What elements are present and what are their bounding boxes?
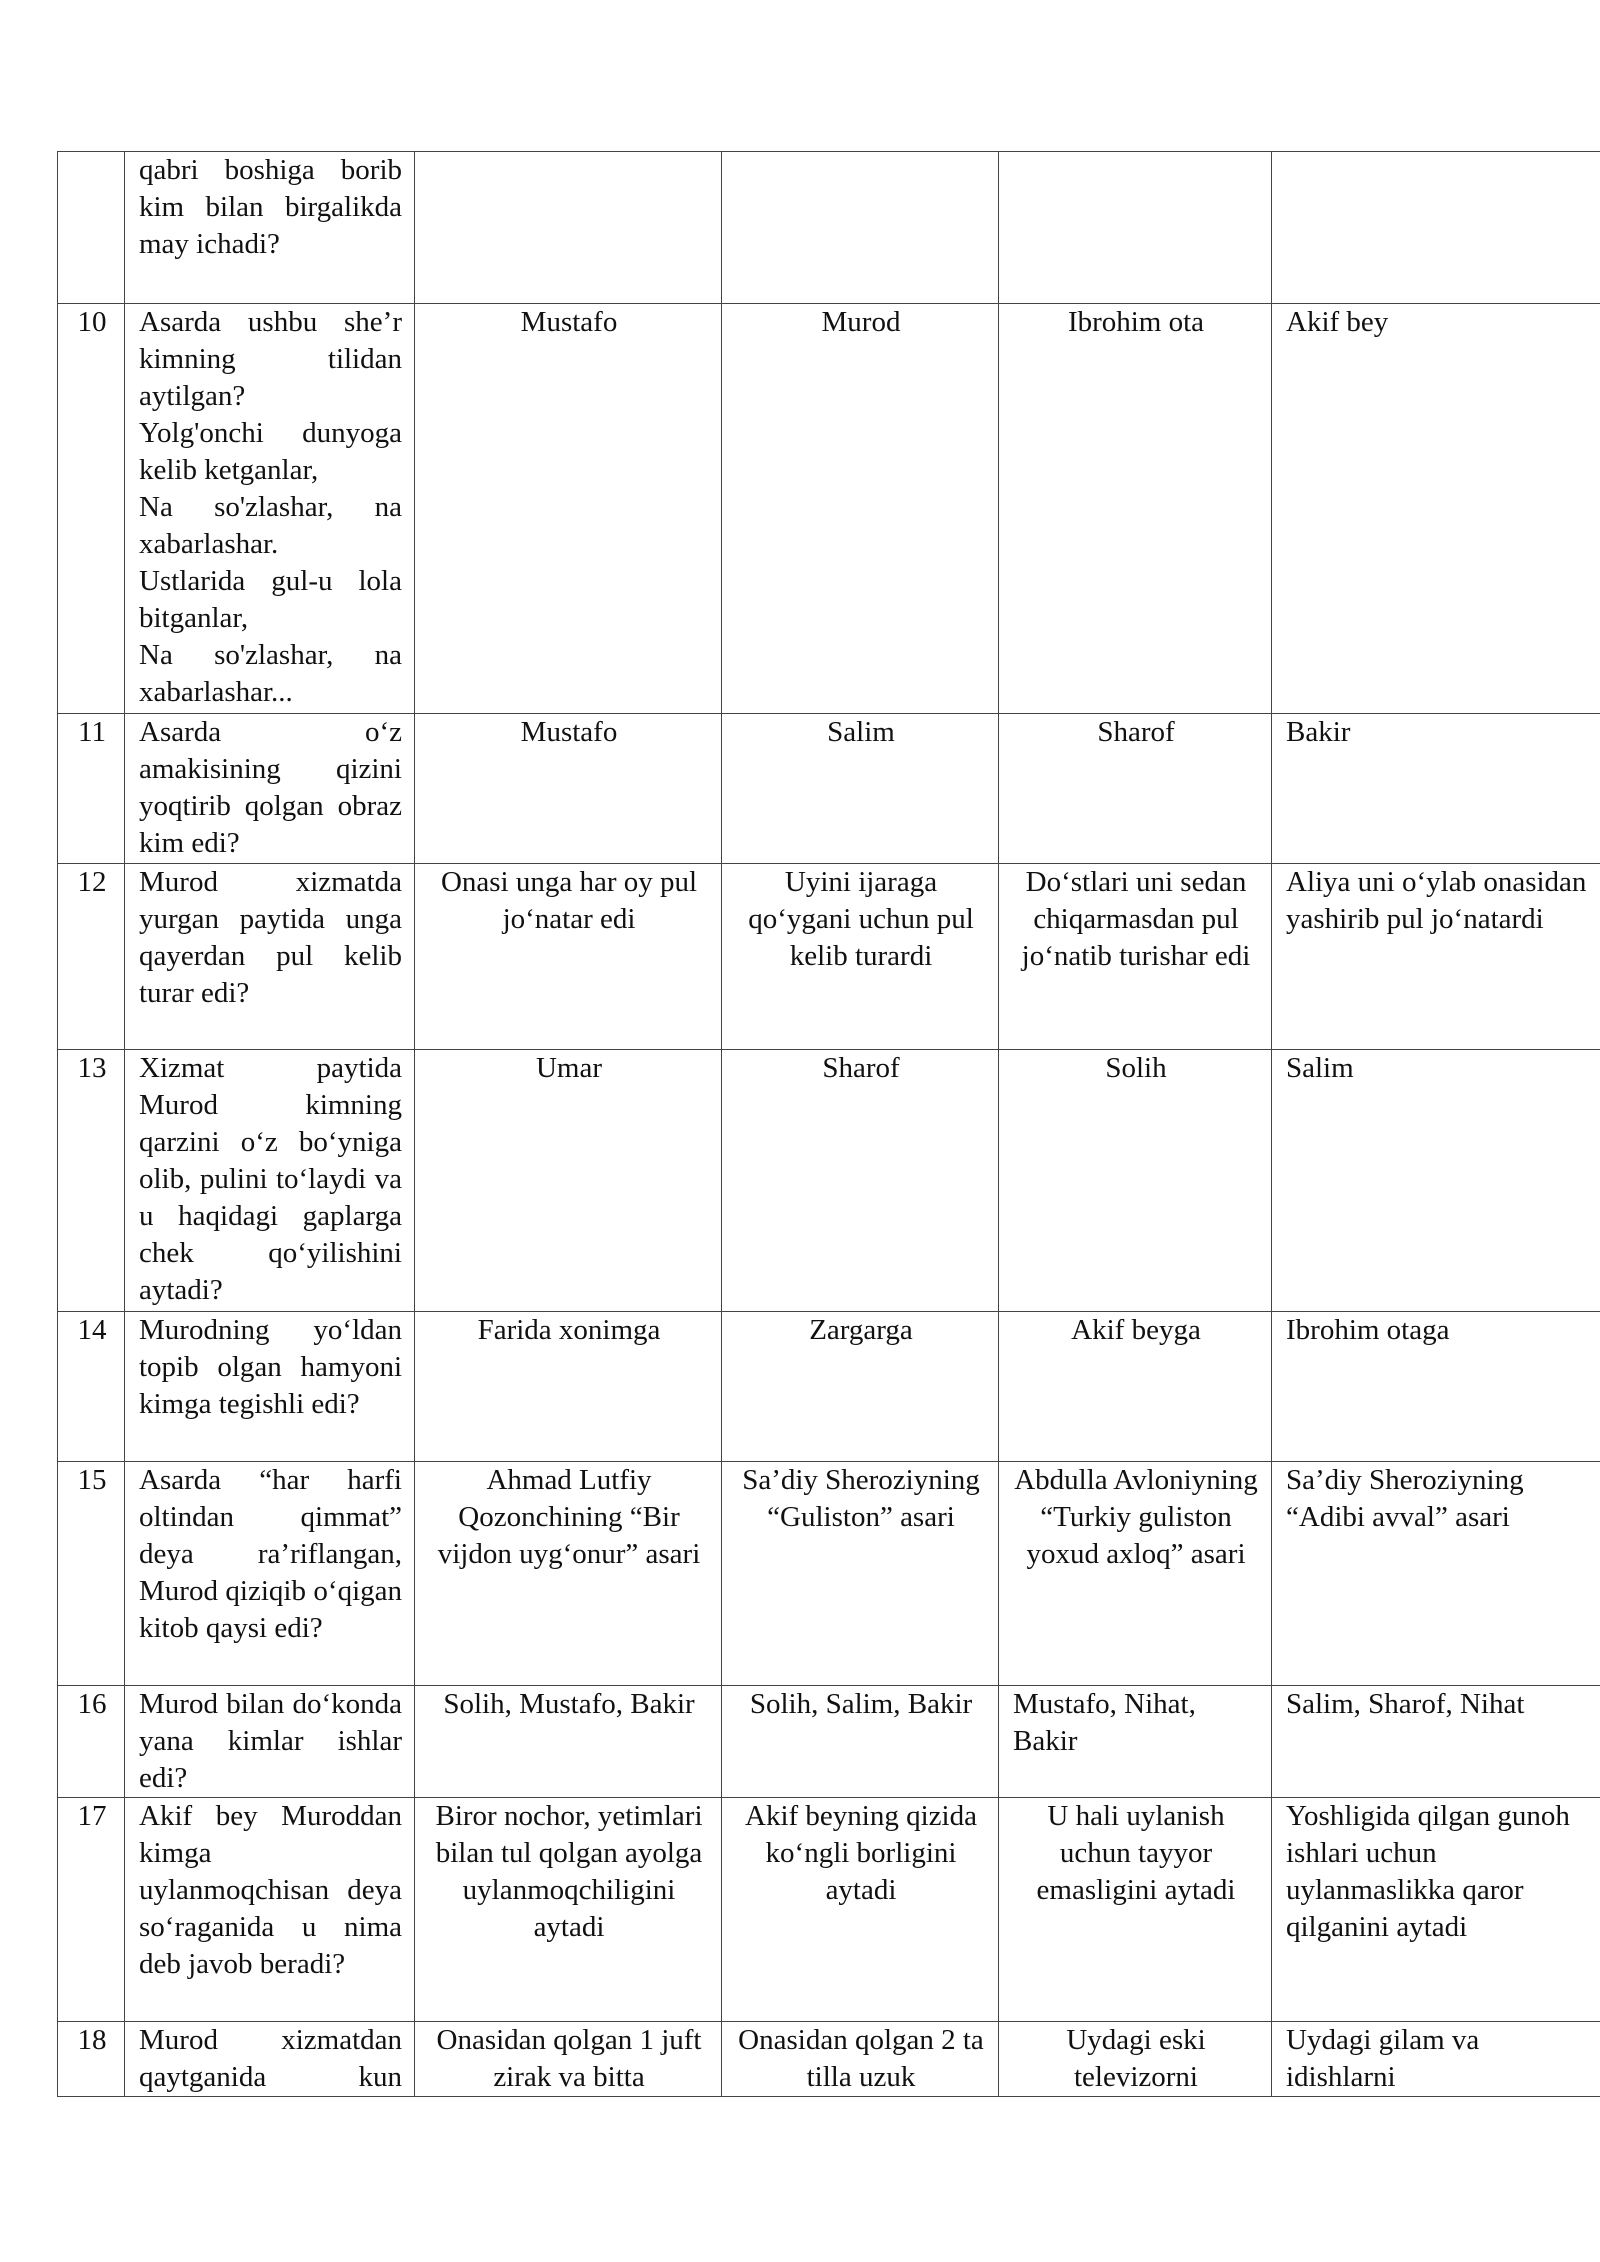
question-cell: Murod bilan do‘konda yana kimlar ishlar edi? [125,1686,415,1798]
question-cell: Murod xizmatda yurgan paytida unga qayerdan pul kelib turar edi? [125,864,415,1050]
option-a-cell: Biror nochor, yetimlari bilan tul qolgan ayolga uylanmoqchiligini aytadi [415,1798,722,2022]
question-cell: Akif bey Muroddan kimga uylanmoqchisan deya so‘raganida u nima deb javob beradi? [125,1798,415,2022]
option-c-cell: Sharof [999,714,1272,864]
option-b-cell: Murod [722,304,999,714]
row-number: 18 [58,2022,125,2097]
table-row [58,1312,1600,1462]
question-cell: Asarda “har harfi oltindan qimmat” deya ra’riflangan, Murod qiziqib o‘qigan kitob qaysi edi? [125,1462,415,1686]
option-d-cell: Bakir [1272,714,1600,864]
row-number: 13 [58,1050,125,1312]
option-b-cell [722,152,999,304]
option-a-cell: Farida xonimga [415,1312,722,1462]
table-row [58,2022,1600,2097]
table-row [58,1462,1600,1686]
option-c-cell: Abdulla Avloniyning “Turkiy guliston yoxud axloq” asari [999,1462,1272,1686]
option-d-cell: Ibrohim otaga [1272,1312,1600,1462]
option-a-cell: Umar [415,1050,722,1312]
row-number: 12 [58,864,125,1050]
row-number: 14 [58,1312,125,1462]
option-d-cell: Aliya uni o‘ylab onasidan yashirib pul jo‘natardi [1272,864,1600,1050]
question-cell: Murodning yo‘ldan topib olgan hamyoni kimga tegishli edi? [125,1312,415,1462]
option-d-cell: Uydagi gilam va idishlarni [1272,2022,1600,2097]
question-text: Asarda ushbu she’r kimning tilidan aytilgan? Yolg'onchi dunyoga kelib ketganlar, Na so'zlashar, na xabarlashar. Ustlarida gul-u lola bitganlar, Na so'zlashar, na xabarlashar... [139,306,402,708]
row-number: 17 [58,1798,125,2022]
table-row [58,304,1600,714]
option-a-cell: Ahmad Lutfiy Qozonchining “Bir vijdon uyg‘onur” asari [415,1462,722,1686]
option-d-cell [1272,152,1600,304]
option-a-cell: Onasidan qolgan 1 juft zirak va bitta [415,2022,722,2097]
table-row [58,1798,1600,2022]
table-row [58,864,1600,1050]
option-d-cell: Yoshligida qilgan gunoh ishlari uchun uylanmaslikka qaror qilganini aytadi [1272,1798,1600,2022]
option-a-cell: Mustafo [415,304,722,714]
option-a-cell: Onasi unga har oy pul jo‘natar edi [415,864,722,1050]
option-c-cell: U hali uylanish uchun tayyor emasligini aytadi [999,1798,1272,2022]
question-cell: Asarda o‘z amakisining qizini yoqtirib qolgan obraz kim edi? [125,714,415,864]
option-c-cell: Mustafo, Nihat, Bakir [999,1686,1272,1798]
option-b-cell: Onasidan qolgan 2 ta tilla uzuk [722,2022,999,2097]
option-b-cell: Sharof [722,1050,999,1312]
option-c-cell: Uydagi eski televizorni [999,2022,1272,2097]
option-b-cell: Uyini ijaraga qo‘ygani uchun pul kelib turardi [722,864,999,1050]
question-cell: Murod xizmatdan qaytganida kun [125,2022,415,2097]
quiz-table [57,151,1600,2097]
option-b-cell: Akif beyning qizida ko‘ngli borligini aytadi [722,1798,999,2022]
row-number: 16 [58,1686,125,1798]
row-number: 10 [58,304,125,714]
table-row [58,1686,1600,1798]
row-number: 11 [58,714,125,864]
row-number: 15 [58,1462,125,1686]
option-d-cell: Sa’diy Sheroziyning “Adibi avval” asari [1272,1462,1600,1686]
row-number [58,152,125,304]
option-d-cell: Salim, Sharof, Nihat [1272,1686,1600,1798]
option-a-cell [415,152,722,304]
option-d-cell: Salim [1272,1050,1600,1312]
table-row [58,1050,1600,1312]
question-cell: Xizmat paytida Murod kimning qarzini o‘z bo‘yniga olib, pulini to‘laydi va u haqidagi gaplarga chek qo‘yilishini aytadi? [125,1050,415,1312]
option-c-cell: Ibrohim ota [999,304,1272,714]
option-a-cell: Solih, Mustafo, Bakir [415,1686,722,1798]
option-b-cell: Solih, Salim, Bakir [722,1686,999,1798]
option-a-cell: Mustafo [415,714,722,864]
table-row [58,152,1600,304]
option-b-cell: Salim [722,714,999,864]
question-cell: qabri boshiga borib kim bilan birgalikda may ichadi? [125,152,415,304]
option-d-cell: Akif bey [1272,304,1600,714]
option-c-cell: Akif beyga [999,1312,1272,1462]
option-c-cell: Solih [999,1050,1272,1312]
question-cell [125,304,415,714]
option-b-cell: Sa’diy Sheroziyning “Guliston” asari [722,1462,999,1686]
table-row [58,714,1600,864]
option-b-cell: Zargarga [722,1312,999,1462]
option-c-cell: Do‘stlari uni sedan chiqarmasdan pul jo‘natib turishar edi [999,864,1272,1050]
option-c-cell [999,152,1272,304]
